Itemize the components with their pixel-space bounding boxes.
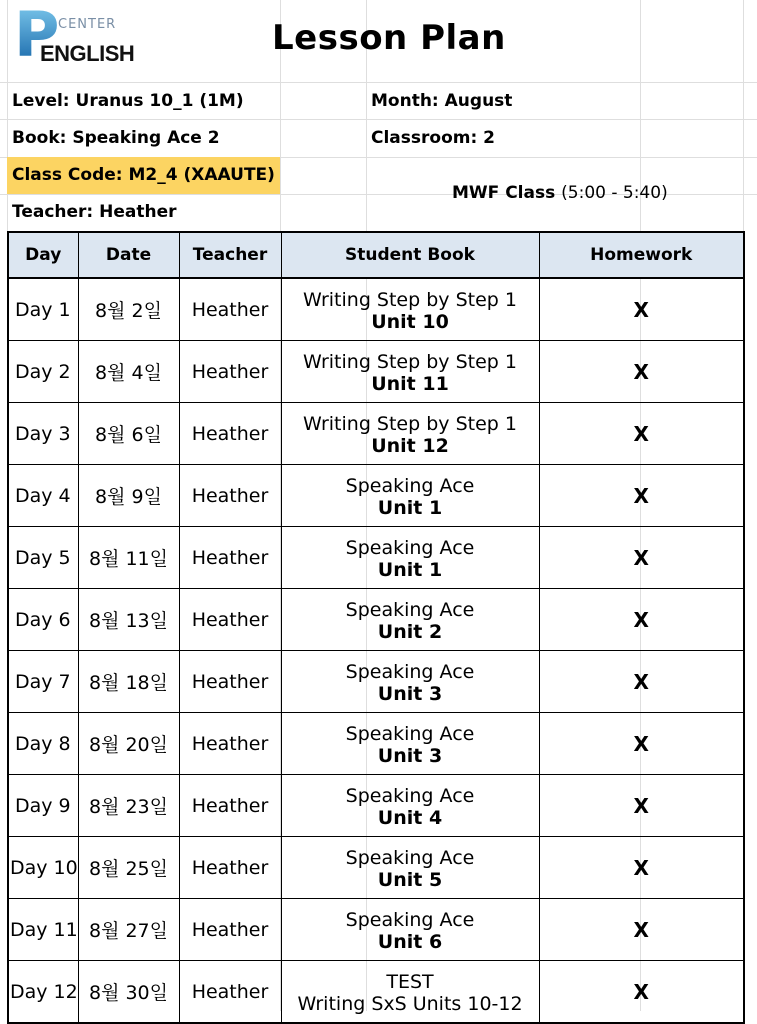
schedule-label xyxy=(452,183,668,203)
book-title: Writing Step by Step 1 xyxy=(303,288,517,311)
page-title: Lesson Plan xyxy=(272,18,506,58)
student-book-cell xyxy=(281,775,539,837)
day-cell: Day 5 xyxy=(8,527,78,589)
date-cell: 8월 23일 xyxy=(78,775,179,837)
table-row xyxy=(8,837,744,899)
teacher-cell: Heather xyxy=(179,527,281,589)
student-book-cell xyxy=(281,961,539,1024)
day-cell: Day 2 xyxy=(8,341,78,403)
logo-english-text: ENGLISH xyxy=(40,41,135,66)
day-cell: Day 12 xyxy=(8,961,78,1024)
homework-cell: X xyxy=(539,341,744,403)
teacher-cell: Heather xyxy=(179,341,281,403)
student-book-cell xyxy=(281,527,539,589)
header-student-book: Student Book xyxy=(281,232,539,278)
book-title: TEST xyxy=(386,970,434,993)
book-unit: Unit 11 xyxy=(371,372,449,395)
homework-cell: X xyxy=(539,837,744,899)
teacher-cell: Heather xyxy=(179,713,281,775)
table-row xyxy=(8,651,744,713)
student-book-cell xyxy=(281,837,539,899)
book-title: Speaking Ace xyxy=(345,846,475,869)
day-cell: Day 7 xyxy=(8,651,78,713)
header-date: Date xyxy=(78,232,179,278)
table-row xyxy=(8,589,744,651)
book-title: Speaking Ace xyxy=(345,784,475,807)
teacher-cell: Heather xyxy=(179,278,281,341)
date-cell: 8월 18일 xyxy=(78,651,179,713)
schedule-days: MWF Class xyxy=(452,183,556,203)
table-row xyxy=(8,899,744,961)
book-unit: Unit 1 xyxy=(377,558,443,581)
date-cell: 8월 25일 xyxy=(78,837,179,899)
teacher-label: Teacher: Heather xyxy=(12,202,177,222)
date-cell: 8월 13일 xyxy=(78,589,179,651)
date-cell: 8월 27일 xyxy=(78,899,179,961)
student-book-cell xyxy=(281,651,539,713)
student-book-cell xyxy=(281,278,539,341)
center-english-logo xyxy=(14,0,135,71)
homework-cell: X xyxy=(539,899,744,961)
table-row xyxy=(8,775,744,837)
teacher-cell: Heather xyxy=(179,465,281,527)
day-cell: Day 4 xyxy=(8,465,78,527)
book-unit: Unit 12 xyxy=(371,434,449,457)
level-label: Level: Uranus 10_1 (1M) xyxy=(12,91,244,111)
book-title: Speaking Ace xyxy=(345,722,475,745)
table-row xyxy=(8,403,744,465)
student-book-cell xyxy=(281,465,539,527)
book-unit: Unit 6 xyxy=(377,930,443,953)
book-unit: Unit 1 xyxy=(377,496,443,519)
teacher-cell: Heather xyxy=(179,589,281,651)
homework-cell: X xyxy=(539,465,744,527)
date-cell: 8월 11일 xyxy=(78,527,179,589)
schedule-time: (5:00 - 5:40) xyxy=(561,183,668,203)
student-book-cell xyxy=(281,899,539,961)
gridline xyxy=(0,82,757,83)
homework-cell: X xyxy=(539,713,744,775)
table-row xyxy=(8,465,744,527)
table-row xyxy=(8,713,744,775)
day-cell: Day 3 xyxy=(8,403,78,465)
homework-cell: X xyxy=(539,278,744,341)
date-cell: 8월 4일 xyxy=(78,341,179,403)
homework-cell: X xyxy=(539,589,744,651)
lesson-plan-table xyxy=(7,231,745,1024)
book-unit: Unit 4 xyxy=(377,806,443,829)
homework-cell: X xyxy=(539,775,744,837)
teacher-cell: Heather xyxy=(179,837,281,899)
book-title: Speaking Ace xyxy=(345,660,475,683)
book-unit: Writing SxS Units 10-12 xyxy=(297,992,523,1015)
header-homework: Homework xyxy=(539,232,744,278)
month-label: Month: August xyxy=(371,91,513,111)
date-cell: 8월 2일 xyxy=(78,278,179,341)
book-unit: Unit 2 xyxy=(377,620,443,643)
day-cell: Day 9 xyxy=(8,775,78,837)
student-book-cell xyxy=(281,403,539,465)
book-label: Book: Speaking Ace 2 xyxy=(12,128,220,148)
table-row xyxy=(8,961,744,1024)
book-title: Speaking Ace xyxy=(345,474,475,497)
day-cell: Day 1 xyxy=(8,278,78,341)
book-title: Speaking Ace xyxy=(345,908,475,931)
student-book-cell xyxy=(281,341,539,403)
date-cell: 8월 20일 xyxy=(78,713,179,775)
student-book-cell xyxy=(281,589,539,651)
book-unit: Unit 5 xyxy=(377,868,443,891)
date-cell: 8월 9일 xyxy=(78,465,179,527)
day-cell: Day 6 xyxy=(8,589,78,651)
classroom-label: Classroom: 2 xyxy=(371,128,496,148)
header-teacher: Teacher xyxy=(179,232,281,278)
date-cell: 8월 30일 xyxy=(78,961,179,1024)
book-title: Speaking Ace xyxy=(345,598,475,621)
day-cell: Day 11 xyxy=(8,899,78,961)
logo-letter: P xyxy=(14,0,60,71)
book-title: Speaking Ace xyxy=(345,536,475,559)
homework-cell: X xyxy=(539,651,744,713)
day-cell: Day 10 xyxy=(8,837,78,899)
book-unit: Unit 3 xyxy=(377,744,443,767)
book-title: Writing Step by Step 1 xyxy=(303,350,517,373)
book-unit: Unit 3 xyxy=(377,682,443,705)
day-cell: Day 8 xyxy=(8,713,78,775)
teacher-cell: Heather xyxy=(179,961,281,1024)
table-row xyxy=(8,527,744,589)
teacher-cell: Heather xyxy=(179,899,281,961)
class-code-label: Class Code: M2_4 (XAAUTE) xyxy=(12,165,275,185)
teacher-cell: Heather xyxy=(179,651,281,713)
table-row xyxy=(8,278,744,341)
teacher-cell: Heather xyxy=(179,403,281,465)
book-title: Writing Step by Step 1 xyxy=(303,412,517,435)
logo-center-text: CENTER xyxy=(58,17,117,32)
table-header-row xyxy=(8,232,744,278)
date-cell: 8월 6일 xyxy=(78,403,179,465)
book-unit: Unit 10 xyxy=(371,310,449,333)
gridline xyxy=(0,119,757,120)
homework-cell: X xyxy=(539,527,744,589)
homework-cell: X xyxy=(539,961,744,1024)
student-book-cell xyxy=(281,713,539,775)
header-day: Day xyxy=(8,232,78,278)
homework-cell: X xyxy=(539,403,744,465)
teacher-cell: Heather xyxy=(179,775,281,837)
table-row xyxy=(8,341,744,403)
